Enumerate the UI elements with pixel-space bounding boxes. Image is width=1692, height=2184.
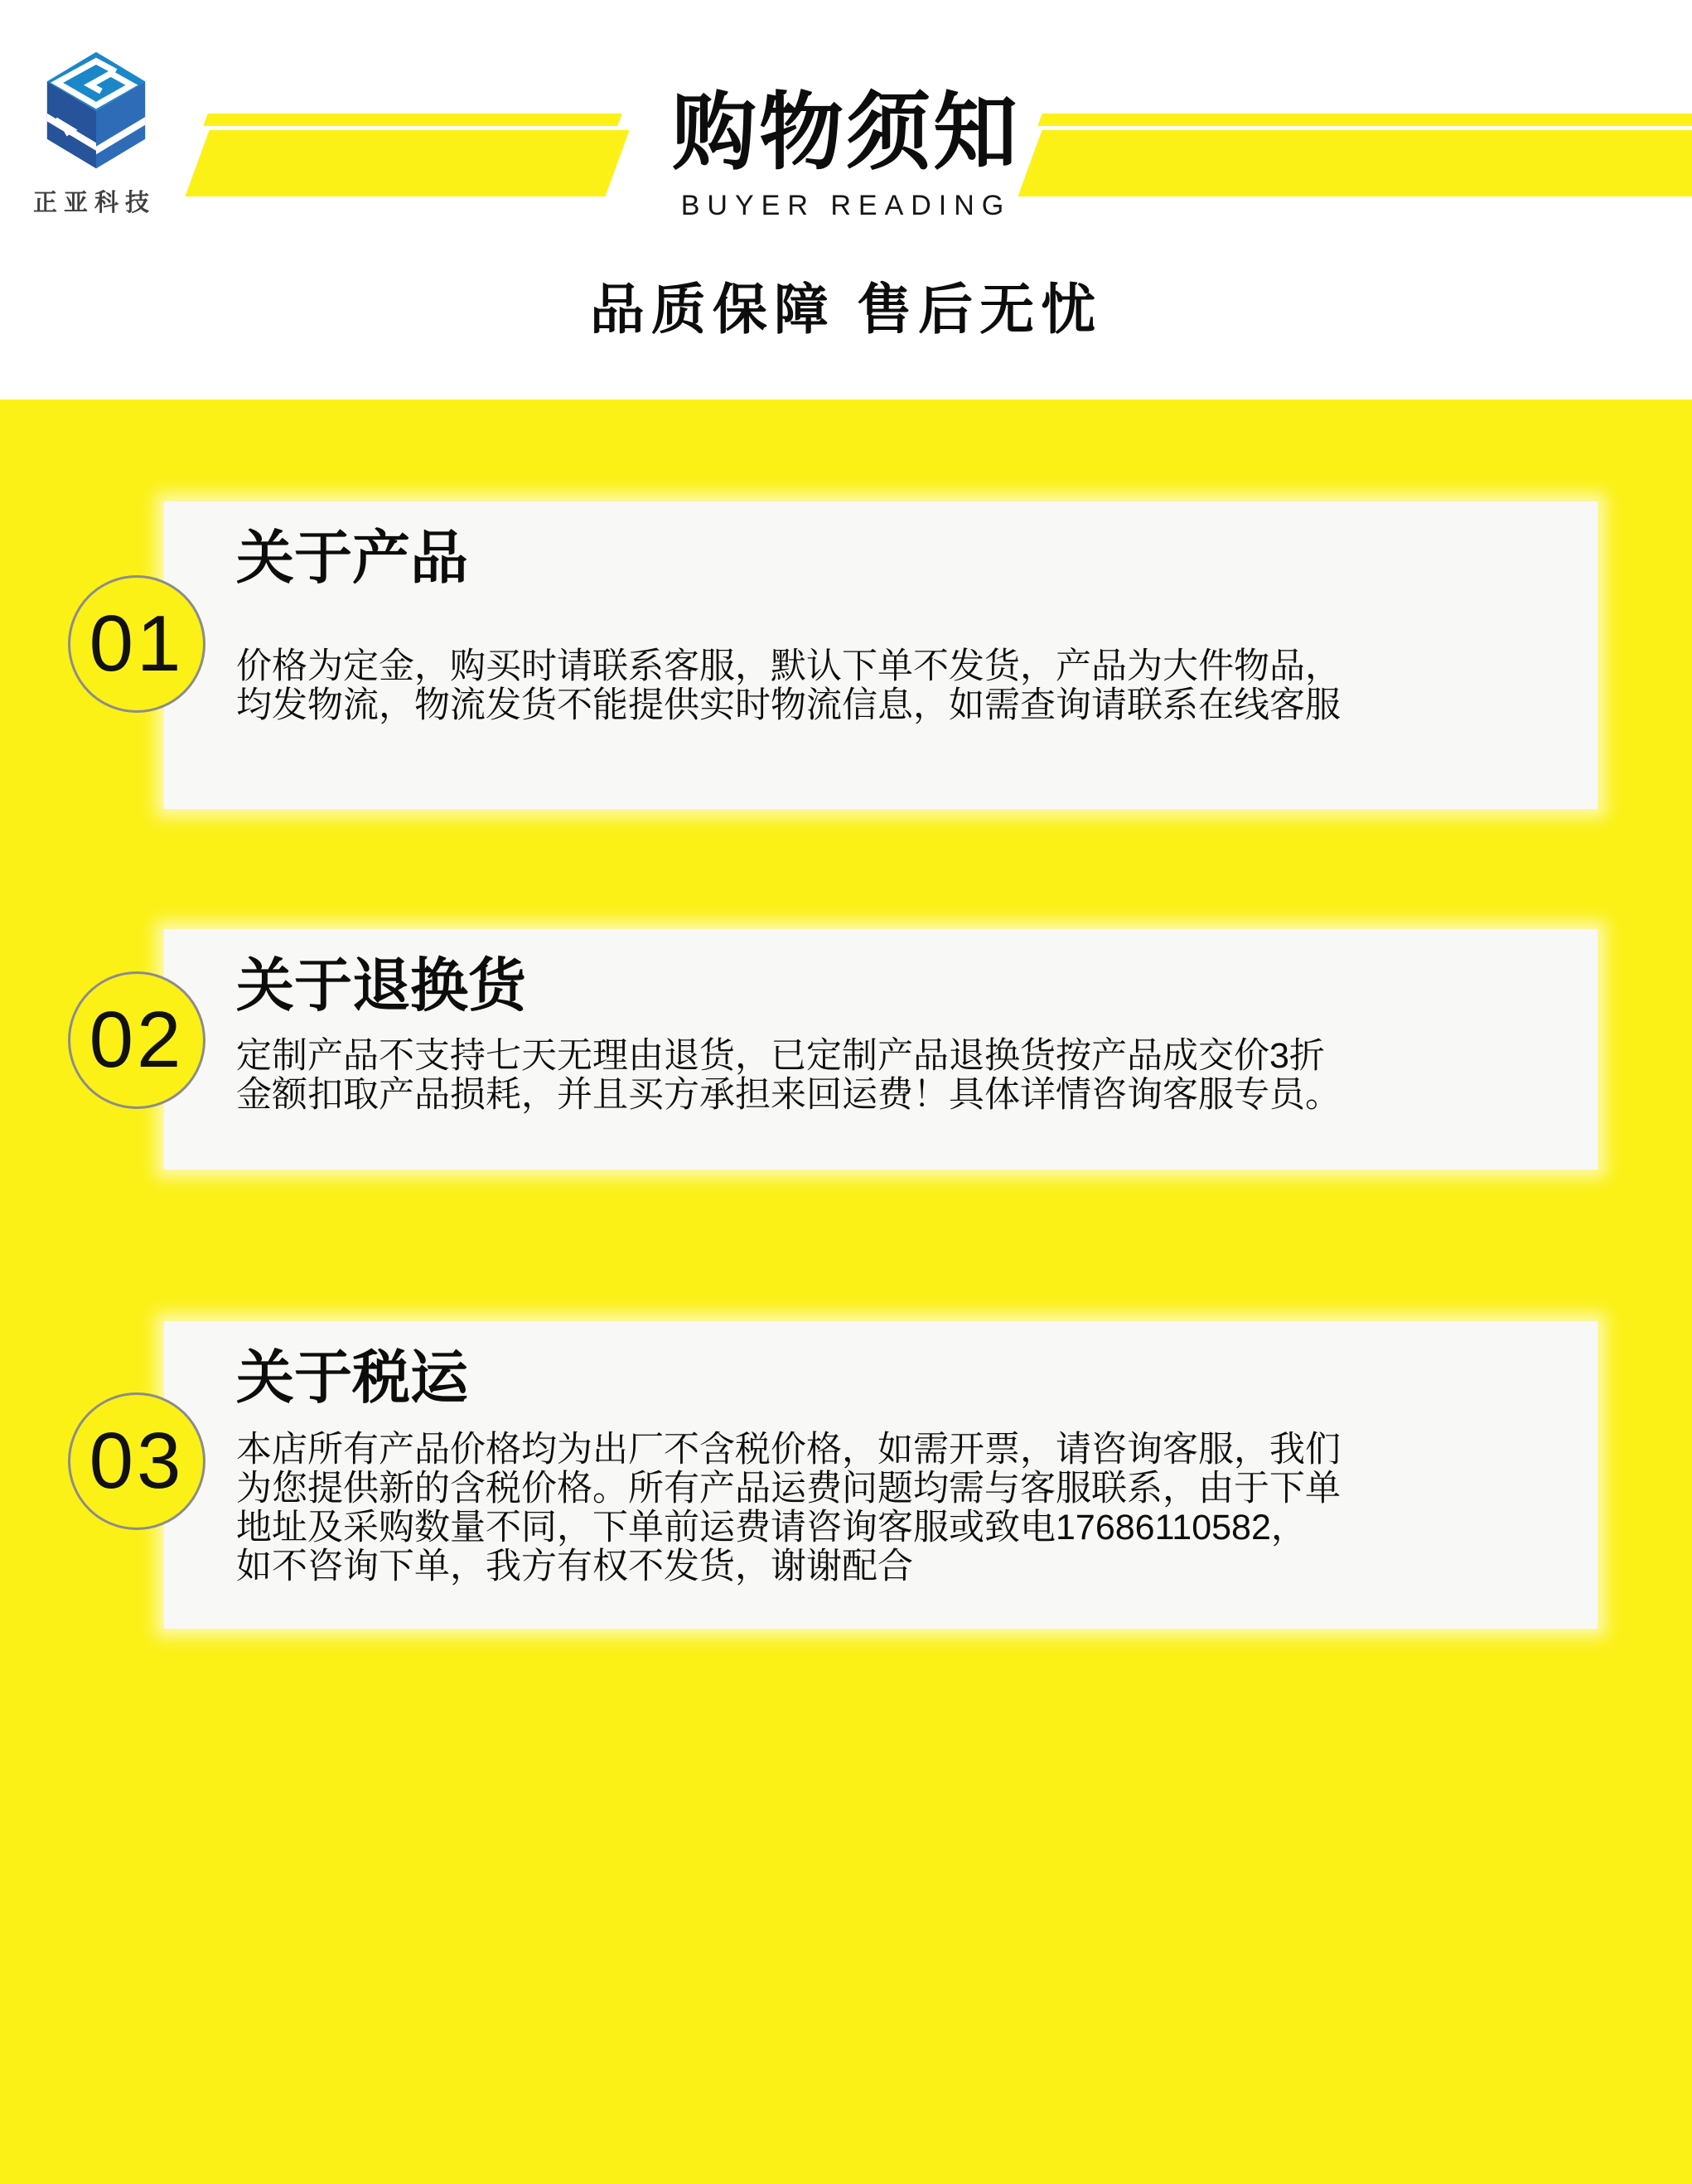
card-number-badge: 02 — [68, 971, 205, 1109]
brand-name: 正亚科技 — [33, 190, 157, 216]
page-title: 购物须知 — [672, 85, 1020, 180]
card-text-line: 地址及采购数量不同，下单前运费请咨询客服或致电17686110582， — [236, 1508, 1307, 1547]
card-number-badge: 01 — [68, 575, 205, 713]
card-text-line: 本店所有产品价格均为出厂不含税价格，如需开票，请咨询客服，我们 — [236, 1430, 1341, 1470]
card-text-line: 均发物流，物流发货不能提供实时物流信息，如需查询请联系在线客服 — [236, 685, 1341, 725]
card-text-line: 定制产品不支持七天无理由退货，已定制产品退换货按产品成交价3折 — [236, 1036, 1325, 1076]
card-text-line: 如不咨询下单，我方有权不发货，谢谢配合 — [236, 1547, 913, 1586]
page-subtitle-en: BUYER READING — [680, 190, 1012, 221]
card-text — [236, 1431, 1564, 1586]
notice-card-product — [164, 501, 1598, 809]
tagline: 品质保障 售后无忧 — [589, 278, 1103, 340]
card-text — [236, 647, 1564, 725]
card-text-line: 价格为定金，购买时请联系客服，默认下单不发货，产品为大件物品， — [236, 646, 1341, 686]
card-text — [236, 1037, 1564, 1115]
card-title: 关于税运 — [236, 1345, 468, 1410]
card-text-line: 为您提供新的含税价格。所有产品运费问题均需与客服联系，由于下单 — [236, 1469, 1341, 1508]
card-title: 关于产品 — [236, 525, 468, 590]
notice-card-tax-shipping — [164, 1321, 1598, 1629]
card-text-line: 金额扣取产品损耗，并且买方承担来回运费！具体详情咨询客服专员。 — [236, 1075, 1341, 1115]
notice-card-returns — [164, 929, 1598, 1169]
card-number-badge: 03 — [68, 1392, 205, 1530]
card-title: 关于退换货 — [236, 953, 526, 1018]
